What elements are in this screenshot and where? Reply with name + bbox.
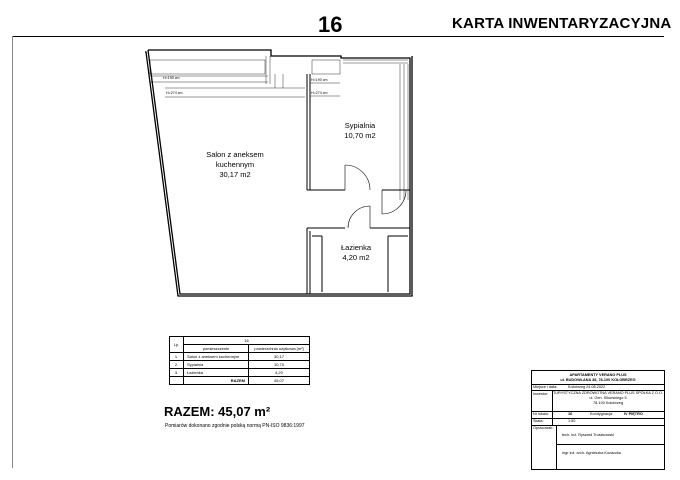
table-cell-area: 30,17 (249, 353, 310, 361)
project-address: ul. BUDOWLANA 38, 78-100 KOŁOBRZEG (560, 378, 636, 382)
room-label-sypialnia (330, 121, 390, 141)
table-row (170, 353, 310, 361)
investor-name: TURYSTYCZNA ZDROWOTNA VERANO PLUS SPÓŁKA Z O.O. (552, 391, 664, 395)
room-name: Salon z aneksem (206, 150, 264, 159)
unit-value: 16 (568, 412, 573, 416)
table-total-label: RAZEM (184, 377, 249, 385)
table-cell-lp: 1. (170, 353, 184, 361)
author-name: mgr inż. arch. Agnieszka Kozaczka (562, 451, 621, 455)
room-name: Sypialnia (344, 121, 376, 130)
investor-city: 78-100 Kołobrzeg (593, 401, 623, 405)
scale-label: Skala: (533, 419, 544, 423)
investor-street: ul. Gen. Sikorskiego 5 (589, 396, 627, 400)
room-label-salon (190, 150, 280, 180)
author-label: Opracowali: (533, 426, 554, 430)
table-total-value: 45,07 (249, 377, 310, 385)
investor-label: Inwestor: (533, 392, 549, 396)
dimension-label: H=190 cm (311, 78, 328, 82)
floor-label: Kondygnacja: (590, 412, 614, 416)
table-cell-lp: 2. (170, 361, 184, 369)
table-cell-area: 10,70 (249, 361, 310, 369)
unit-number: 16 (318, 12, 343, 37)
floor-value: IV PIĘTRO (624, 412, 643, 416)
table-cell-name: Łazienka (184, 369, 249, 377)
dimension-label: H=274 cm (311, 91, 328, 95)
table-header-unit: 16 (184, 337, 310, 345)
author-name: tech. inż. Ryszard Truszkowski (562, 433, 614, 437)
room-area-table (169, 336, 310, 385)
room-area: 10,70 m2 (344, 131, 376, 140)
table-cell-name: Sypialnia (184, 361, 249, 369)
sheet-title: KARTA INWENTARYZACYJNA (452, 15, 672, 32)
table-total-row (170, 377, 310, 385)
scale-value: 1:50 (568, 419, 576, 423)
table-header-row (170, 337, 310, 345)
table-header-row (170, 345, 310, 353)
plan-doors (150, 60, 406, 228)
table-header-name: pomieszczenie (184, 345, 249, 353)
table-cell-lp: 3. (170, 369, 184, 377)
table-cell-area: 4,20 (249, 369, 310, 377)
place-date-value: Kołobrzeg 24.08.2022 (568, 385, 606, 389)
room-name: Łazienka (340, 243, 372, 252)
room-area: 4,20 m2 (342, 253, 370, 262)
table-header-area: powierzchnia użytkowa [m²] (249, 345, 310, 353)
total-area: RAZEM: 45,07 m² (164, 404, 271, 419)
room-label-lazienka (326, 243, 386, 263)
place-date-label: Miejsce i data: (533, 385, 558, 389)
dimension-label: H=190 cm (163, 76, 180, 80)
table-cell-name: Salon z aneksem kuchennym (184, 353, 249, 361)
unit-label: Nr lokalu: (533, 412, 550, 416)
project-name: APARTAMENTY VERANO PLUS (569, 373, 627, 377)
measurement-note: Pomiarów dokonano zgodnie polską normą PN-ISO 9836:1997 (165, 423, 305, 429)
table-row (170, 369, 310, 377)
dimension-label: H=274 cm (166, 91, 183, 95)
table-header-lp: Lp. (170, 337, 184, 353)
table-row (170, 361, 310, 369)
title-block (531, 370, 665, 470)
room-area: 30,17 m2 (219, 170, 251, 179)
room-name: kuchennym (215, 160, 255, 169)
